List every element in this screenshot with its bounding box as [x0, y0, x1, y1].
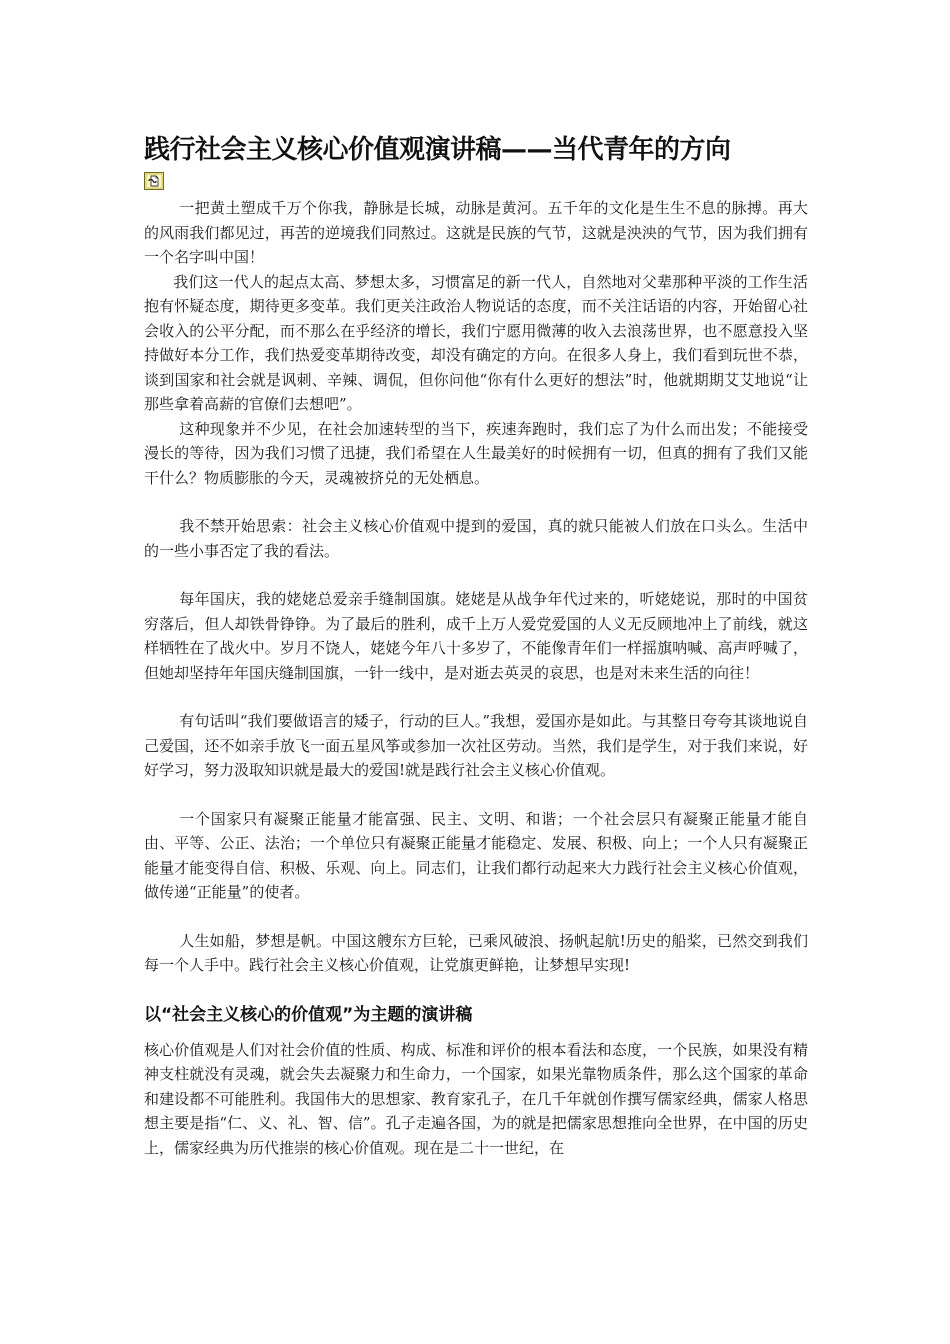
closing-paragraph: 核心价值观是人们对社会价值的性质、构成、标准和评价的根本看法和态度，一个民族，如果没有精神支柱就没有灵魂，就会失去凝聚力和生命力，一个国家，如果光靠物质条件，那么这个国家的革命和建设都不可能胜利。我国伟大的思想家、教育家孔子，在几千年就创作撰写儒家经典，儒家人格思想主要是指“仁、义、礼、智、信”。孔子走遍各国，为的就是把儒家思想推向全世界，在中国的历史上，儒家经典为历代推崇的核心价值观。现在是二十一世纪，在	[144, 1040, 808, 1157]
section-heading: 以“社会主义核心的价值观”为主题的演讲稿	[144, 1004, 473, 1025]
document-icon[interactable]	[144, 172, 164, 190]
paragraph-3: 这种现象并不少见，在社会加速转型的当下，疾速奔跑时，我们忘了为什么而出发；不能接受漫长的等待，因为我们习惯了迅捷，我们希望在人生最美好的时候拥有一切，但真的拥有了我们又能干什么？物质膨胀的今天，灵魂被挤兑的无处栖息。	[144, 419, 808, 487]
document-page	[144, 132, 808, 1160]
paragraph-1: 一把黄土塑成千万个你我，静脉是长城，动脉是黄河。五千年的文化是生生不息的脉搏。再大的风雨我们都见过，再苦的逆境我们同熬过。这就是民族的气节，这就是泱泱的气节，因为我们拥有一个名字叫中国！	[144, 199, 808, 266]
paragraph-7: 一个国家只有凝聚正能量才能富强、民主、文明、和谐；一个社会层只有凝聚正能量才能自由、平等、公正、法治；一个单位只有凝聚正能量才能稳定、发展、积极、向上；一个人只有凝聚正能量才能变得自信、积极、乐观、向上。同志们，让我们都行动起来大力践行社会主义核心价值观，做传递“正能量”的使者。	[144, 809, 808, 901]
paragraph-4: 我不禁开始思索：社会主义核心价值观中提到的爱国，真的就只能被人们放在口头么。生活中的一些小事否定了我的看法。	[144, 517, 808, 560]
document-title: 践行社会主义核心价值观演讲稿——当代青年的方向	[144, 135, 731, 165]
paragraph-6: 有句话叫“我们要做语言的矮子，行动的巨人。”我想，爱国亦是如此。与其整日夸夸其谈地说自己爱国，还不如亲手放飞一面五星风筝或参加一次社区劳动。当然，我们是学生，对于我们来说，好好学习，努力汲取知识就是最大的爱国!就是践行社会主义核心价值观。	[144, 712, 808, 779]
paragraph-8: 人生如船，梦想是帆。中国这艘东方巨轮，已乘风破浪、扬帆起航!历史的船桨，已然交到我们每一个人手中。践行社会主义核心价值观，让党旗更鲜艳，让梦想早实现!	[144, 931, 808, 974]
paragraph-2: 我们这一代人的起点太高、梦想太多，习惯富足的新一代人，自然地对父辈那种平淡的工作生活抱有怀疑态度，期待更多变革。我们更关注政治人物说话的态度，而不关注话语的内容，开始留心社会收入的公平分配，而不那么在乎经济的增长，我们宁愿用微薄的收入去浪荡世界，也不愿意投入坚持做好本分工作，我们热爱变革期待改变，却没有确定的方向。在很多人身上，我们看到玩世不恭，谈到国家和社会就是讽刺、辛辣、调侃，但你问他“你有什么更好的想法”时，他就期期艾艾地说“让那些拿着高薪的官僚们去想吧”。	[144, 272, 808, 413]
paragraph-5: 每年国庆，我的姥姥总爱亲手缝制国旗。姥姥是从战争年代过来的，听姥姥说，那时的中国贫穷落后，但人却铁骨铮铮。为了最后的胜利，成千上万人爱党爱国的人义无反顾地冲上了前线，就这样牺牲在了战火中。岁月不饶人，姥姥今年八十多岁了，不能像青年们一样摇旗呐喊、高声呼喊了，但她却坚持年年国庆缝制国旗，一针一线中，是对逝去英灵的哀思，也是对未来生活的向往！	[144, 590, 808, 682]
